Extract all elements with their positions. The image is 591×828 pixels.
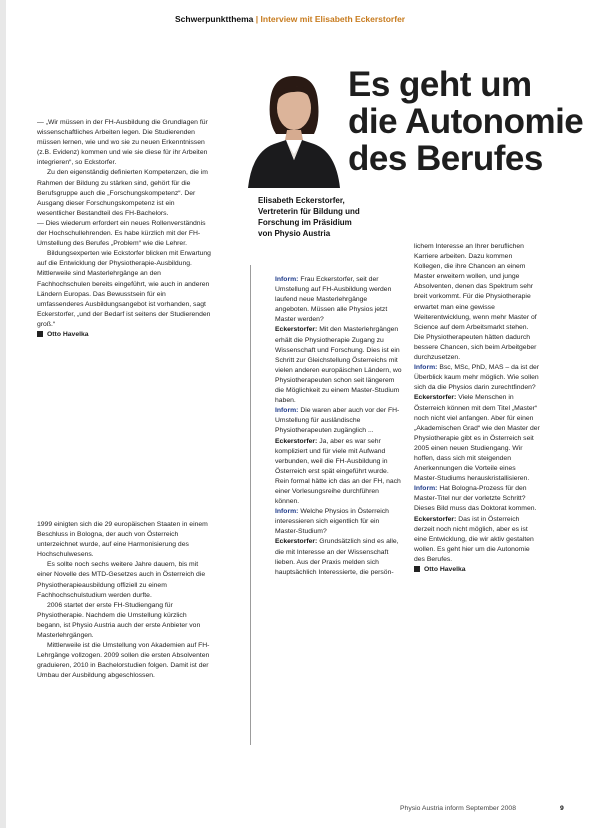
speaker-label: Inform: bbox=[275, 276, 299, 283]
left-para-2: Zu den eigenständig definierten Kompetenzen, die im Rahmen der Bildung zu stärken sind, gehört für die Berufsgruppe auch die „Forschungskompetenz“. Der Ausgang dieser Forschungskompetenz ist ein wesentlicher Bestandteil des FH-Bachelors. bbox=[37, 169, 208, 217]
info-p4: Mittlerweile ist die Umstellung von Akademien auf FH-Lehrgänge vollzogen. 2009 sollen die ersten Absolventen graduieren, 2010 in Bachelorstudien folgen. Damit ist der Umbau der Ausbildung abgeschlossen. bbox=[37, 642, 210, 680]
footer-text: Physio Austria inform September 2008 bbox=[400, 805, 516, 812]
speaker-label: Eckerstorfer: bbox=[275, 538, 318, 546]
right-author: Otto Havelka bbox=[414, 565, 540, 575]
right-paragraph bbox=[414, 242, 540, 363]
left-para-3: Bildungsexperten wie Eckstorfer blicken mit Erwartung auf die Entwicklung der Physiotherapie-Ausbildung. Mittlerweile sind Masterlehrgänge an den Fachhochschulen bereits eingeführt, wie auch in anderen Ländern Europas. Das Bewusstsein für ein umfassenderes Ausbildungsangebot ist vorhanden, sagt Eckerstorfer, „und der Bedarf ist seitens der Studierenden groß.“ bbox=[37, 250, 211, 328]
speaker-label: Inform: bbox=[414, 364, 438, 372]
article-headline: Es geht um die Autonomie des Berufes bbox=[348, 65, 584, 178]
speaker-label: Inform: bbox=[414, 485, 438, 493]
topic-label: Interview mit Elisabeth Eckerstorfer bbox=[260, 14, 406, 24]
info-box bbox=[37, 520, 212, 682]
answer-text: Welche Physios in Österreich interessieren sich eigentlich für ein Master-Studium? bbox=[275, 508, 389, 536]
mid-paragraph bbox=[275, 325, 403, 406]
answer-text: Das ist in Österreich derzeit noch nicht möglich, aber es ist eine Entwicklung, die wir aktiv gestalten wollen. Es geht hier um die Autonomie des Berufes. bbox=[414, 515, 534, 563]
portrait-photo bbox=[240, 68, 345, 188]
mid-paragraph bbox=[275, 406, 403, 436]
speaker-label: Inform: bbox=[275, 407, 299, 415]
caption-name: Elisabeth Eckerstorfer, bbox=[258, 196, 345, 205]
interview-middle-column bbox=[275, 275, 403, 578]
left-author: Otto Havelka bbox=[37, 330, 212, 340]
answer-text: Hat Bologna-Prozess für den Master-Titel nur der vorletzte Schritt? Dieses Bild muss das Doktorat kommen. bbox=[414, 485, 537, 513]
mid-paragraph bbox=[275, 537, 403, 577]
left-bullet-1: — „Wir müssen in der FH-Ausbildung die Grundlagen für wissenschaftliches Arbeiten legen. Die Studierenden müssen lernen, wie und wo sie zu neuen Erkenntnissen (z.B. Evidenz) kommen und wie sie diese für ihr Arbeiten integrieren“, so Eckstorfer. bbox=[37, 119, 208, 167]
photo-caption bbox=[258, 195, 388, 239]
answer-text: Viele Menschen in Österreich können mit dem Titel „Master“ noch nicht viel anfangen. Aber für einen „Akademischen Grad“ wie den Master der Physiotherapie gibt es in Österreich seit 2005 einen neuen Studiengang. Wir hoffen, dass sich mit steigenden Anerkennungen die Vorteile eines Master-Studiums herauskristallisieren. bbox=[414, 394, 540, 483]
answer-text: Die waren aber auch vor der FH-Umstellung für ausländische Physiotherapeuten zugänglich ... bbox=[275, 407, 400, 435]
mid-paragraph bbox=[275, 437, 403, 508]
speaker-label: Inform: bbox=[275, 508, 299, 516]
info-p1: 1999 einigten sich die 29 europäischen Staaten in einem Beschluss in Bologna, der auch von Österreich unterzeichnet wurde, auf eine Harmonisierung des Hochschulwesens. bbox=[37, 521, 208, 559]
left-column bbox=[37, 118, 212, 340]
answer-text: Ja, aber es war sehr kompliziert und für viele mit Aufwand verbunden, weil die FH-Ausbildung in Österreich erst spät eingeführt wurde. Rein formal hätte ich das an der FH, nach einer Vorlesungsreihe durchführen können. bbox=[275, 437, 401, 506]
answer-text: Mit den Masterlehrgängen erhält die Physiotherapie Zugang zu Wissenschaft und Forschung. Dies ist ein Schritt zur Gleichstellung Österreichs mit vielen anderen europäischen Ländern, wo Physiotherapeuten schon seit längerem die Möglichkeit zu einem Master-Studium haben. bbox=[275, 326, 402, 405]
caption-role-3: von Physio Austria bbox=[258, 229, 331, 238]
right-paragraph bbox=[414, 484, 540, 514]
section-kicker bbox=[175, 14, 405, 24]
caption-role-1: Vertreterin für Bildung und bbox=[258, 207, 360, 216]
page-number: 9 bbox=[560, 805, 564, 812]
left-bullet-2: — Dies wiederum erfordert ein neues Rollenverständnis der Hochschullehrenden. Es habe kürzlich mit der FH-Umstellung des Berufes „Problem“ wie die Lehrer. bbox=[37, 219, 206, 248]
page-footer bbox=[400, 805, 564, 812]
answer-text: lichem Interesse an Ihrer beruflichen Karriere arbeiten. Dazu kommen Kollegen, die ihre Chancen an einem Master erweitern wollen, und junge Absolventen, denen das Spektrum sehr breit vorkommt. Für die Physiotherapie erwartet man eine gewisse Weiterentwicklung, wenn mehr Master of Science auf dem Arbeitsmarkt stehen. Die Physiotherapeuten hätten dadurch bessere Chancen, sich beim Arbeitgeber durchzusetzen. bbox=[414, 243, 537, 362]
mid-paragraph bbox=[275, 507, 403, 537]
portrait-illustration bbox=[240, 68, 345, 188]
section-label: Schwerpunktthema bbox=[175, 14, 254, 24]
speaker-label: Eckerstorfer: bbox=[275, 326, 318, 334]
info-p2: Es sollte noch sechs weitere Jahre dauern, bis mit einer Novelle des MTD-Gesetzes auch in Österreich die Physiotherapieausbildung offiziell zu einem Fachhochschulstudium werden durfte. bbox=[37, 561, 206, 599]
kicker-separator: | bbox=[255, 14, 259, 24]
speaker-label: Eckerstorfer: bbox=[414, 515, 457, 523]
speaker-label: Eckerstorfer: bbox=[275, 437, 318, 445]
info-p3: 2006 startet der erste FH-Studiengang für Physiotherapie. Nachdem die Umstellung kürzlich begann, ist Physio Austria auch der erste Anbieter von Masterlehrgängen. bbox=[37, 601, 201, 640]
answer-text: Frau Eckerstorfer, seit der Umstellung auf FH-Ausbildung werden laufend neue Masterlehrgänge angeboten. Müssen alle Physios jetzt Master werden? bbox=[275, 276, 392, 324]
answer-text: Bsc, MSc, PhD, MAS – da ist der Überblick kaum mehr möglich. Wie sollen sich da die Physios darin zurechtfinden? bbox=[414, 364, 540, 392]
mid-paragraph bbox=[275, 275, 403, 325]
right-paragraph bbox=[414, 515, 540, 565]
caption-role-2: Forschung im Präsidium bbox=[258, 218, 352, 227]
answer-text: Grundsätzlich sind es alle, die mit Interesse an der Wissenschaft lieben. Aus der Praxis melden sich hauptsächlich Interessierte, die persön- bbox=[275, 538, 399, 576]
right-paragraph bbox=[414, 393, 540, 484]
interview-right-column bbox=[414, 242, 540, 575]
column-divider bbox=[250, 265, 251, 745]
page-edge-shadow bbox=[0, 0, 6, 828]
speaker-label: Eckerstorfer: bbox=[414, 394, 457, 402]
right-paragraph bbox=[414, 363, 540, 393]
